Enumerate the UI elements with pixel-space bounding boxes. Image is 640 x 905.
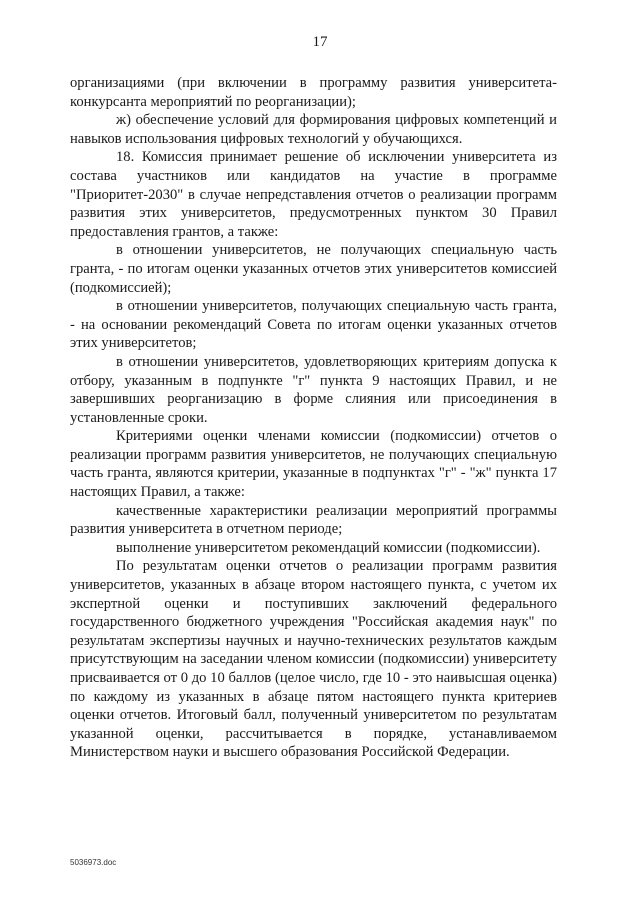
paragraph-item-zh: ж) обеспечение условий для формирования цифровых компетенций и навыков использования цифровых технологий у обучающихся. — [70, 112, 557, 147]
document-body — [70, 74, 557, 762]
paragraph-continuation: организациями (при включении в программу развития университета-конкурсанта мероприятий по реорганизации); — [70, 75, 557, 110]
paragraph-non-special-grant: в отношении университетов, не получающих специальную часть гранта, - по итогам оценки указанных отчетов этих университетов комиссией (подкомиссией); — [70, 242, 557, 296]
paragraph-recommendations: выполнение университетом рекомендаций комиссии (подкомиссии). — [116, 539, 541, 556]
paragraph-reorganization: в отношении университетов, удовлетворяющих критериям допуска к отбору, указанным в подпункте "г" пункта 9 настоящих Правил, и не завершивших реорганизацию в форме слияния или присоединения в установленные сроки. — [70, 353, 557, 426]
paragraph-criteria: Критериями оценки членами комиссии (подкомиссии) отчетов о реализации программ развития университетов, не получающих специальную часть гранта, являются критерии, указанные в подпунктах "г" - "ж" пункта 17 настоящих Правил, а также: — [70, 428, 557, 501]
page-number: 17 — [312, 34, 328, 50]
paragraph-point-18: 18. Комиссия принимает решение об исключении университета из состава участников или кандидатов на участие в программе "Приоритет-2030" в случае непредставления отчетов о реализации программ развития этих университетов, предусмотренных пунктом 30 Правил предоставления грантов, а также: — [70, 149, 557, 240]
paragraph-quality: качественные характеристики реализации мероприятий программы развития университета в отчетном периоде; — [70, 502, 557, 538]
paragraph-special-grant: в отношении университетов, получающих специальную часть гранта, - на основании рекомендаций Совета по итогам оценки указанных отчетов этих университетов; — [70, 298, 557, 352]
footer-doc-code: 5036973.doc — [70, 858, 117, 867]
paragraph-scoring: По результатам оценки отчетов о реализации программ развития университетов, указанных в абзаце втором настоящего пункта, с учетом их экспертной оценки и поступивших заключений федерального государственного бюджетного учреждения "Российская академия наук" по результатам экспертизы научных и научно-технических результатов каждым присутствующим на заседании членом комиссии (подкомиссии) университету присваивается от 0 до 10 баллов (целое число, где 10 - это наивысшая оценка) по каждому из указанных в абзаце пятом настоящего пункта критериев оценки отчетов. Итоговый балл, полученный университетом по результатам указанной оценки, рассчитывается в порядке, устанавливаемом Министерством науки и высшего образования Российской Федерации. — [70, 558, 557, 761]
